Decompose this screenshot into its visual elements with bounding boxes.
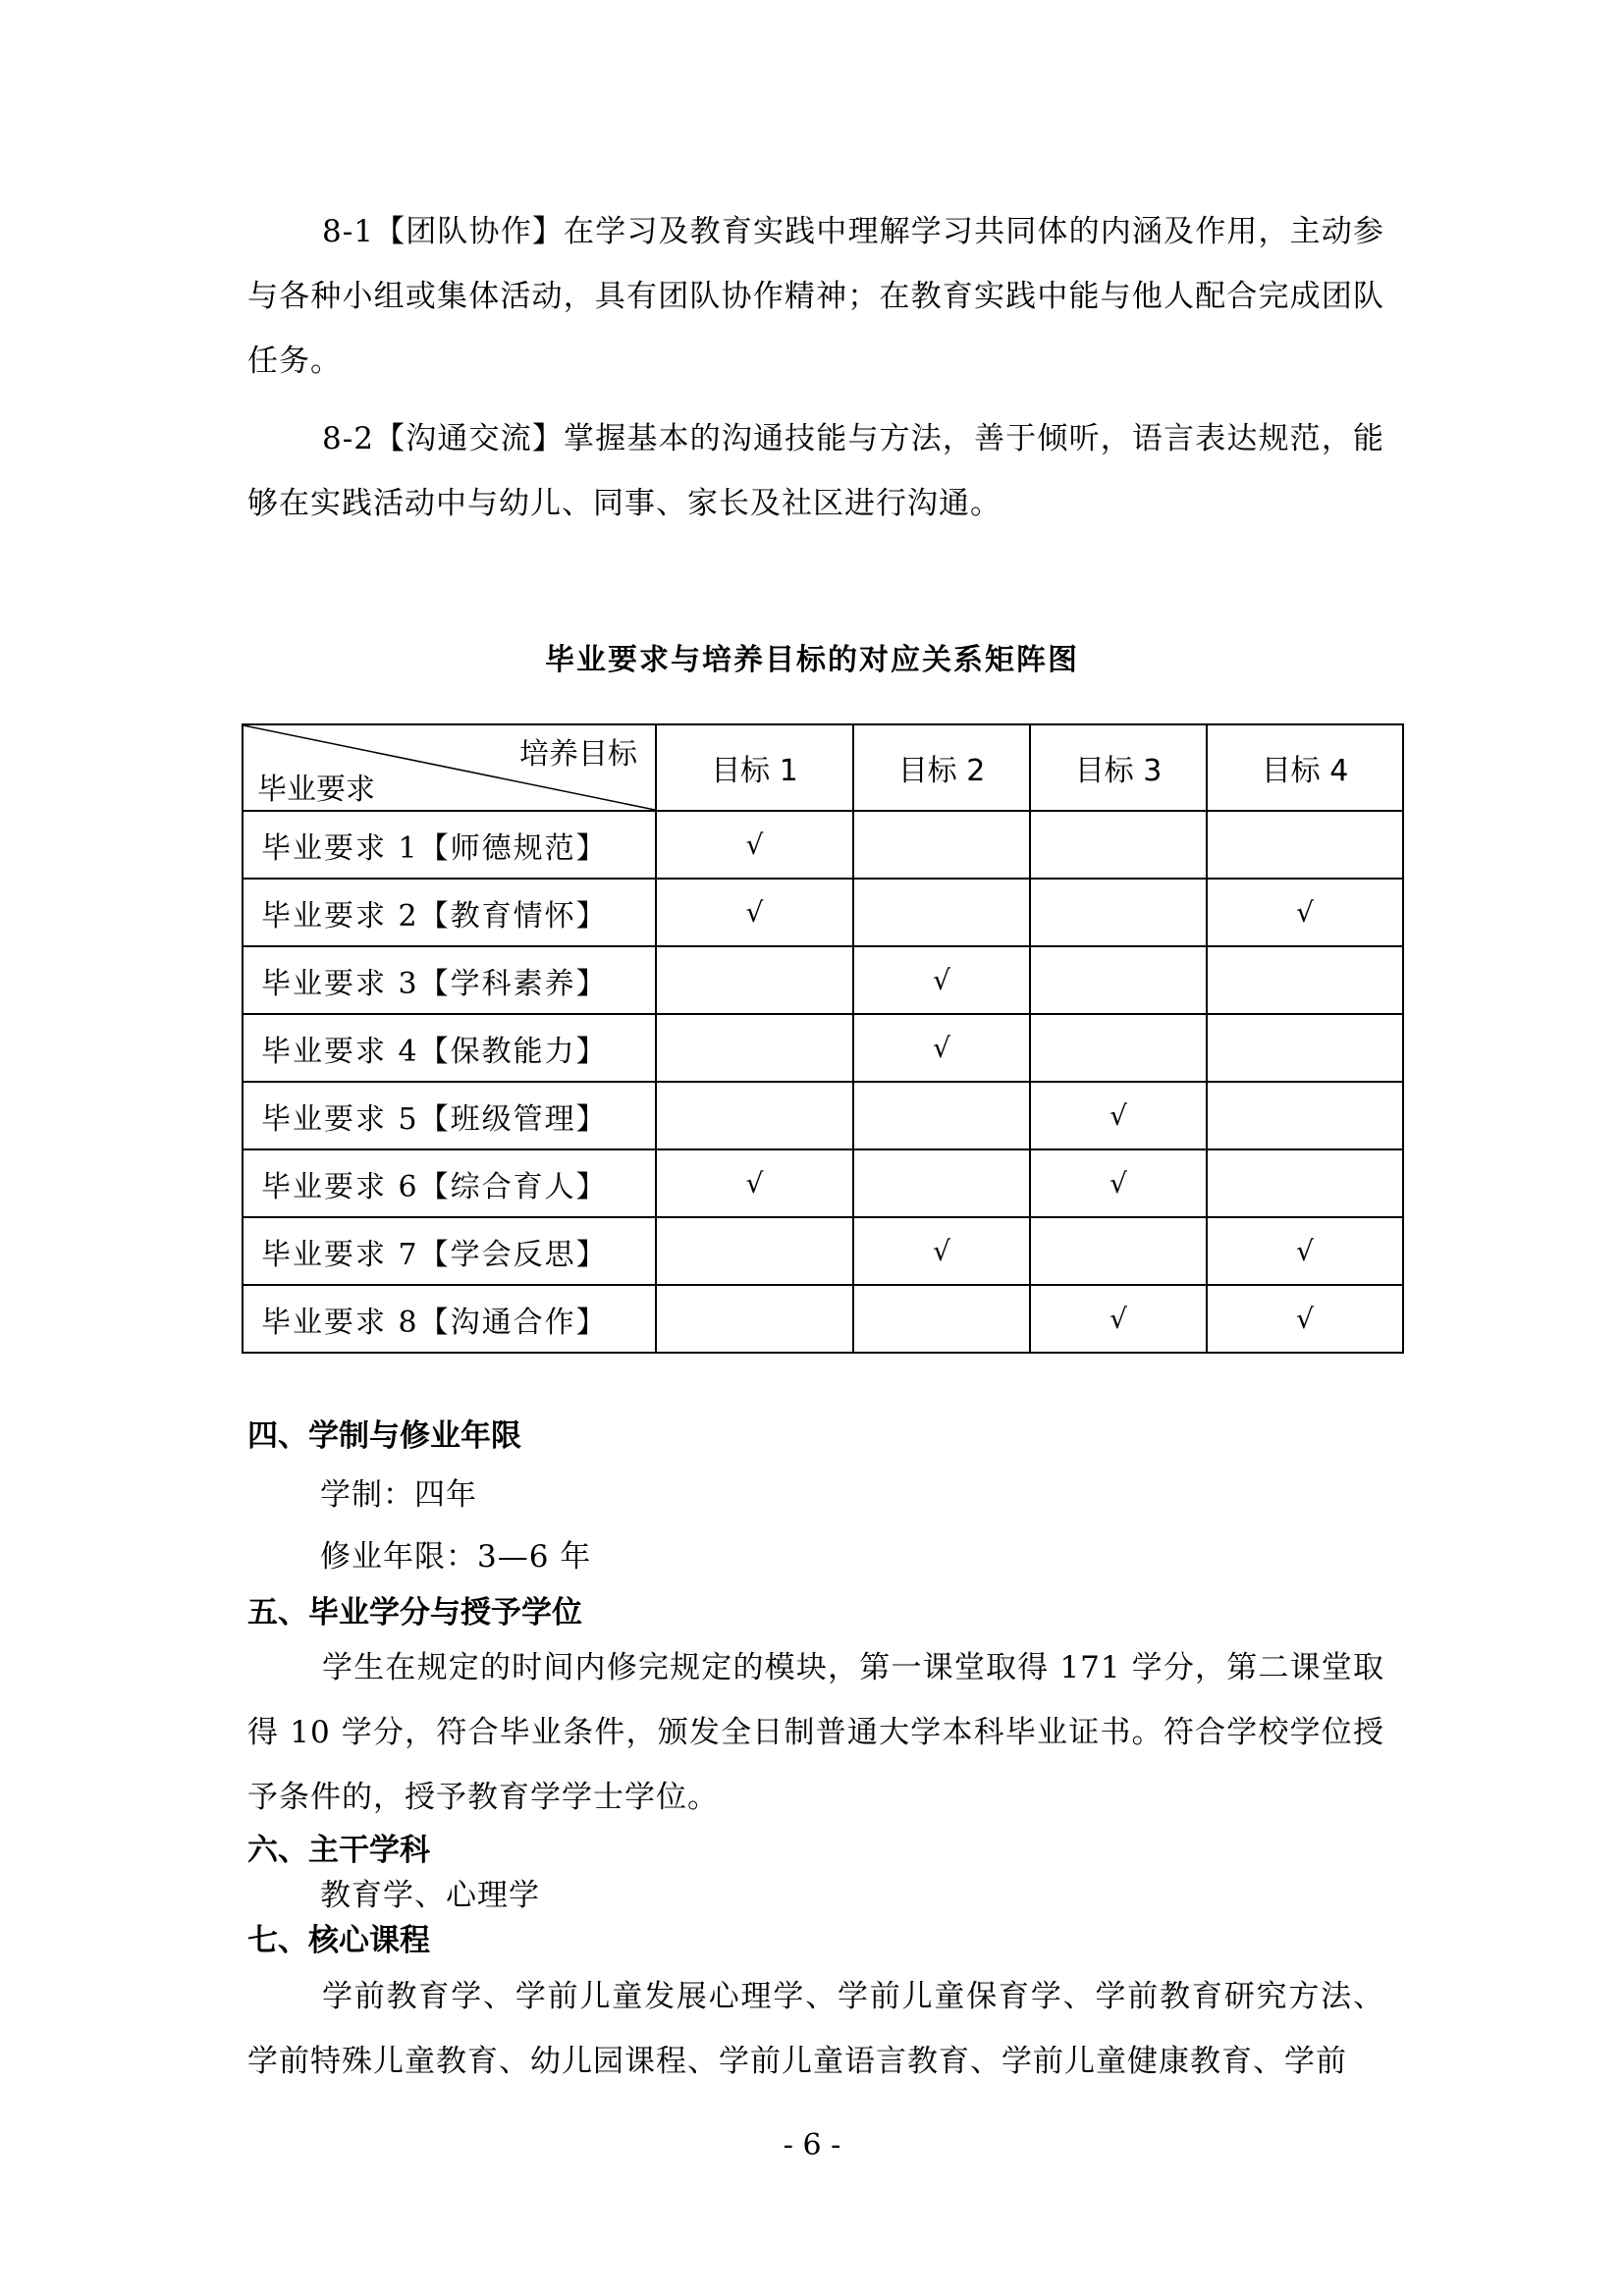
section-7-heading: 七、核心课程 <box>247 1923 430 1958</box>
check-cell <box>853 1149 1030 1217</box>
check-cell: √ <box>1030 1082 1207 1149</box>
section-6-heading: 六、主干学科 <box>247 1833 430 1868</box>
check-cell <box>656 1014 853 1082</box>
check-cell <box>1030 879 1207 946</box>
check-cell <box>1207 1149 1403 1217</box>
section-7-body: 学前教育学、学前儿童发展心理学、学前儿童保育学、学前教育研究方法、学前特殊儿童教育、幼儿园课程、学前儿童语言教育、学前儿童健康教育、学前 <box>247 1979 1384 2079</box>
check-cell: √ <box>1207 879 1403 946</box>
row-label: 毕业要求 8【沟通合作】 <box>243 1285 656 1353</box>
check-cell: √ <box>853 1014 1030 1082</box>
row-label: 毕业要求 4【保教能力】 <box>243 1014 656 1082</box>
matrix-caption: 毕业要求与培养目标的对应关系矩阵图 <box>545 643 1079 677</box>
check-cell <box>1030 1014 1207 1082</box>
row-label: 毕业要求 2【教育情怀】 <box>243 879 656 946</box>
check-cell <box>1030 811 1207 879</box>
requirement-objective-matrix <box>242 723 1404 1354</box>
check-cell: √ <box>1030 1285 1207 1353</box>
check-cell: √ <box>656 811 853 879</box>
check-cell <box>1207 1082 1403 1149</box>
corner-top-label: 培养目标 <box>519 737 637 772</box>
row-label: 毕业要求 1【师德规范】 <box>243 811 656 879</box>
check-cell: √ <box>656 879 853 946</box>
check-cell: √ <box>1207 1217 1403 1285</box>
table-row <box>243 1014 1403 1082</box>
check-cell: √ <box>1207 1285 1403 1353</box>
paragraph-8-1: 8-1【团队协作】在学习及教育实践中理解学习共同体的内涵及作用，主动参与各种小组或集体活动，具有团队协作精神；在教育实践中能与他人配合完成团队任务。 <box>247 214 1384 379</box>
column-header: 目标 3 <box>1030 724 1207 811</box>
table-row <box>243 1217 1403 1285</box>
table-row <box>243 811 1403 879</box>
section-5-heading: 五、毕业学分与授予学位 <box>247 1595 582 1630</box>
corner-bottom-label: 毕业要求 <box>257 773 375 807</box>
check-cell <box>853 1082 1030 1149</box>
schooling-system-line: 学制：四年 <box>320 1477 477 1513</box>
check-cell: √ <box>1030 1149 1207 1217</box>
row-label: 毕业要求 7【学会反思】 <box>243 1217 656 1285</box>
section-4-heading: 四、学制与修业年限 <box>247 1418 521 1454</box>
check-cell <box>656 1217 853 1285</box>
matrix-corner-cell <box>243 724 656 811</box>
row-label: 毕业要求 5【班级管理】 <box>243 1082 656 1149</box>
check-cell: √ <box>656 1149 853 1217</box>
check-cell <box>853 1285 1030 1353</box>
check-cell <box>1030 1217 1207 1285</box>
check-cell <box>1207 811 1403 879</box>
check-cell <box>853 879 1030 946</box>
column-header: 目标 4 <box>1207 724 1403 811</box>
check-cell <box>656 1285 853 1353</box>
table-row <box>243 879 1403 946</box>
section-5-body: 学生在规定的时间内修完规定的模块，第一课堂取得 171 学分，第二课堂取得 10 学分，符合毕业条件，颁发全日制普通大学本科毕业证书。符合学校学位授予条件的，授予教育学学士学位。 <box>247 1650 1384 1815</box>
check-cell <box>1030 946 1207 1014</box>
table-row <box>243 1082 1403 1149</box>
table-row <box>243 1149 1403 1217</box>
row-label: 毕业要求 3【学科素养】 <box>243 946 656 1014</box>
column-header: 目标 2 <box>853 724 1030 811</box>
column-header: 目标 1 <box>656 724 853 811</box>
row-label: 毕业要求 6【综合育人】 <box>243 1149 656 1217</box>
page-number: - 6 - <box>783 2128 841 2163</box>
section-6-body: 教育学、心理学 <box>320 1878 540 1913</box>
check-cell <box>1207 1014 1403 1082</box>
table-row <box>243 1285 1403 1353</box>
check-cell: √ <box>853 946 1030 1014</box>
paragraph-8-2: 8-2【沟通交流】掌握基本的沟通技能与方法，善于倾听，语言表达规范，能够在实践活动中与幼儿、同事、家长及社区进行沟通。 <box>247 421 1384 521</box>
check-cell <box>1207 946 1403 1014</box>
check-cell: √ <box>853 1217 1030 1285</box>
check-cell <box>656 946 853 1014</box>
check-cell <box>853 811 1030 879</box>
study-duration-line: 修业年限：3—6 年 <box>320 1539 592 1575</box>
matrix-header-row <box>243 724 1403 811</box>
check-cell <box>656 1082 853 1149</box>
table-row <box>243 946 1403 1014</box>
